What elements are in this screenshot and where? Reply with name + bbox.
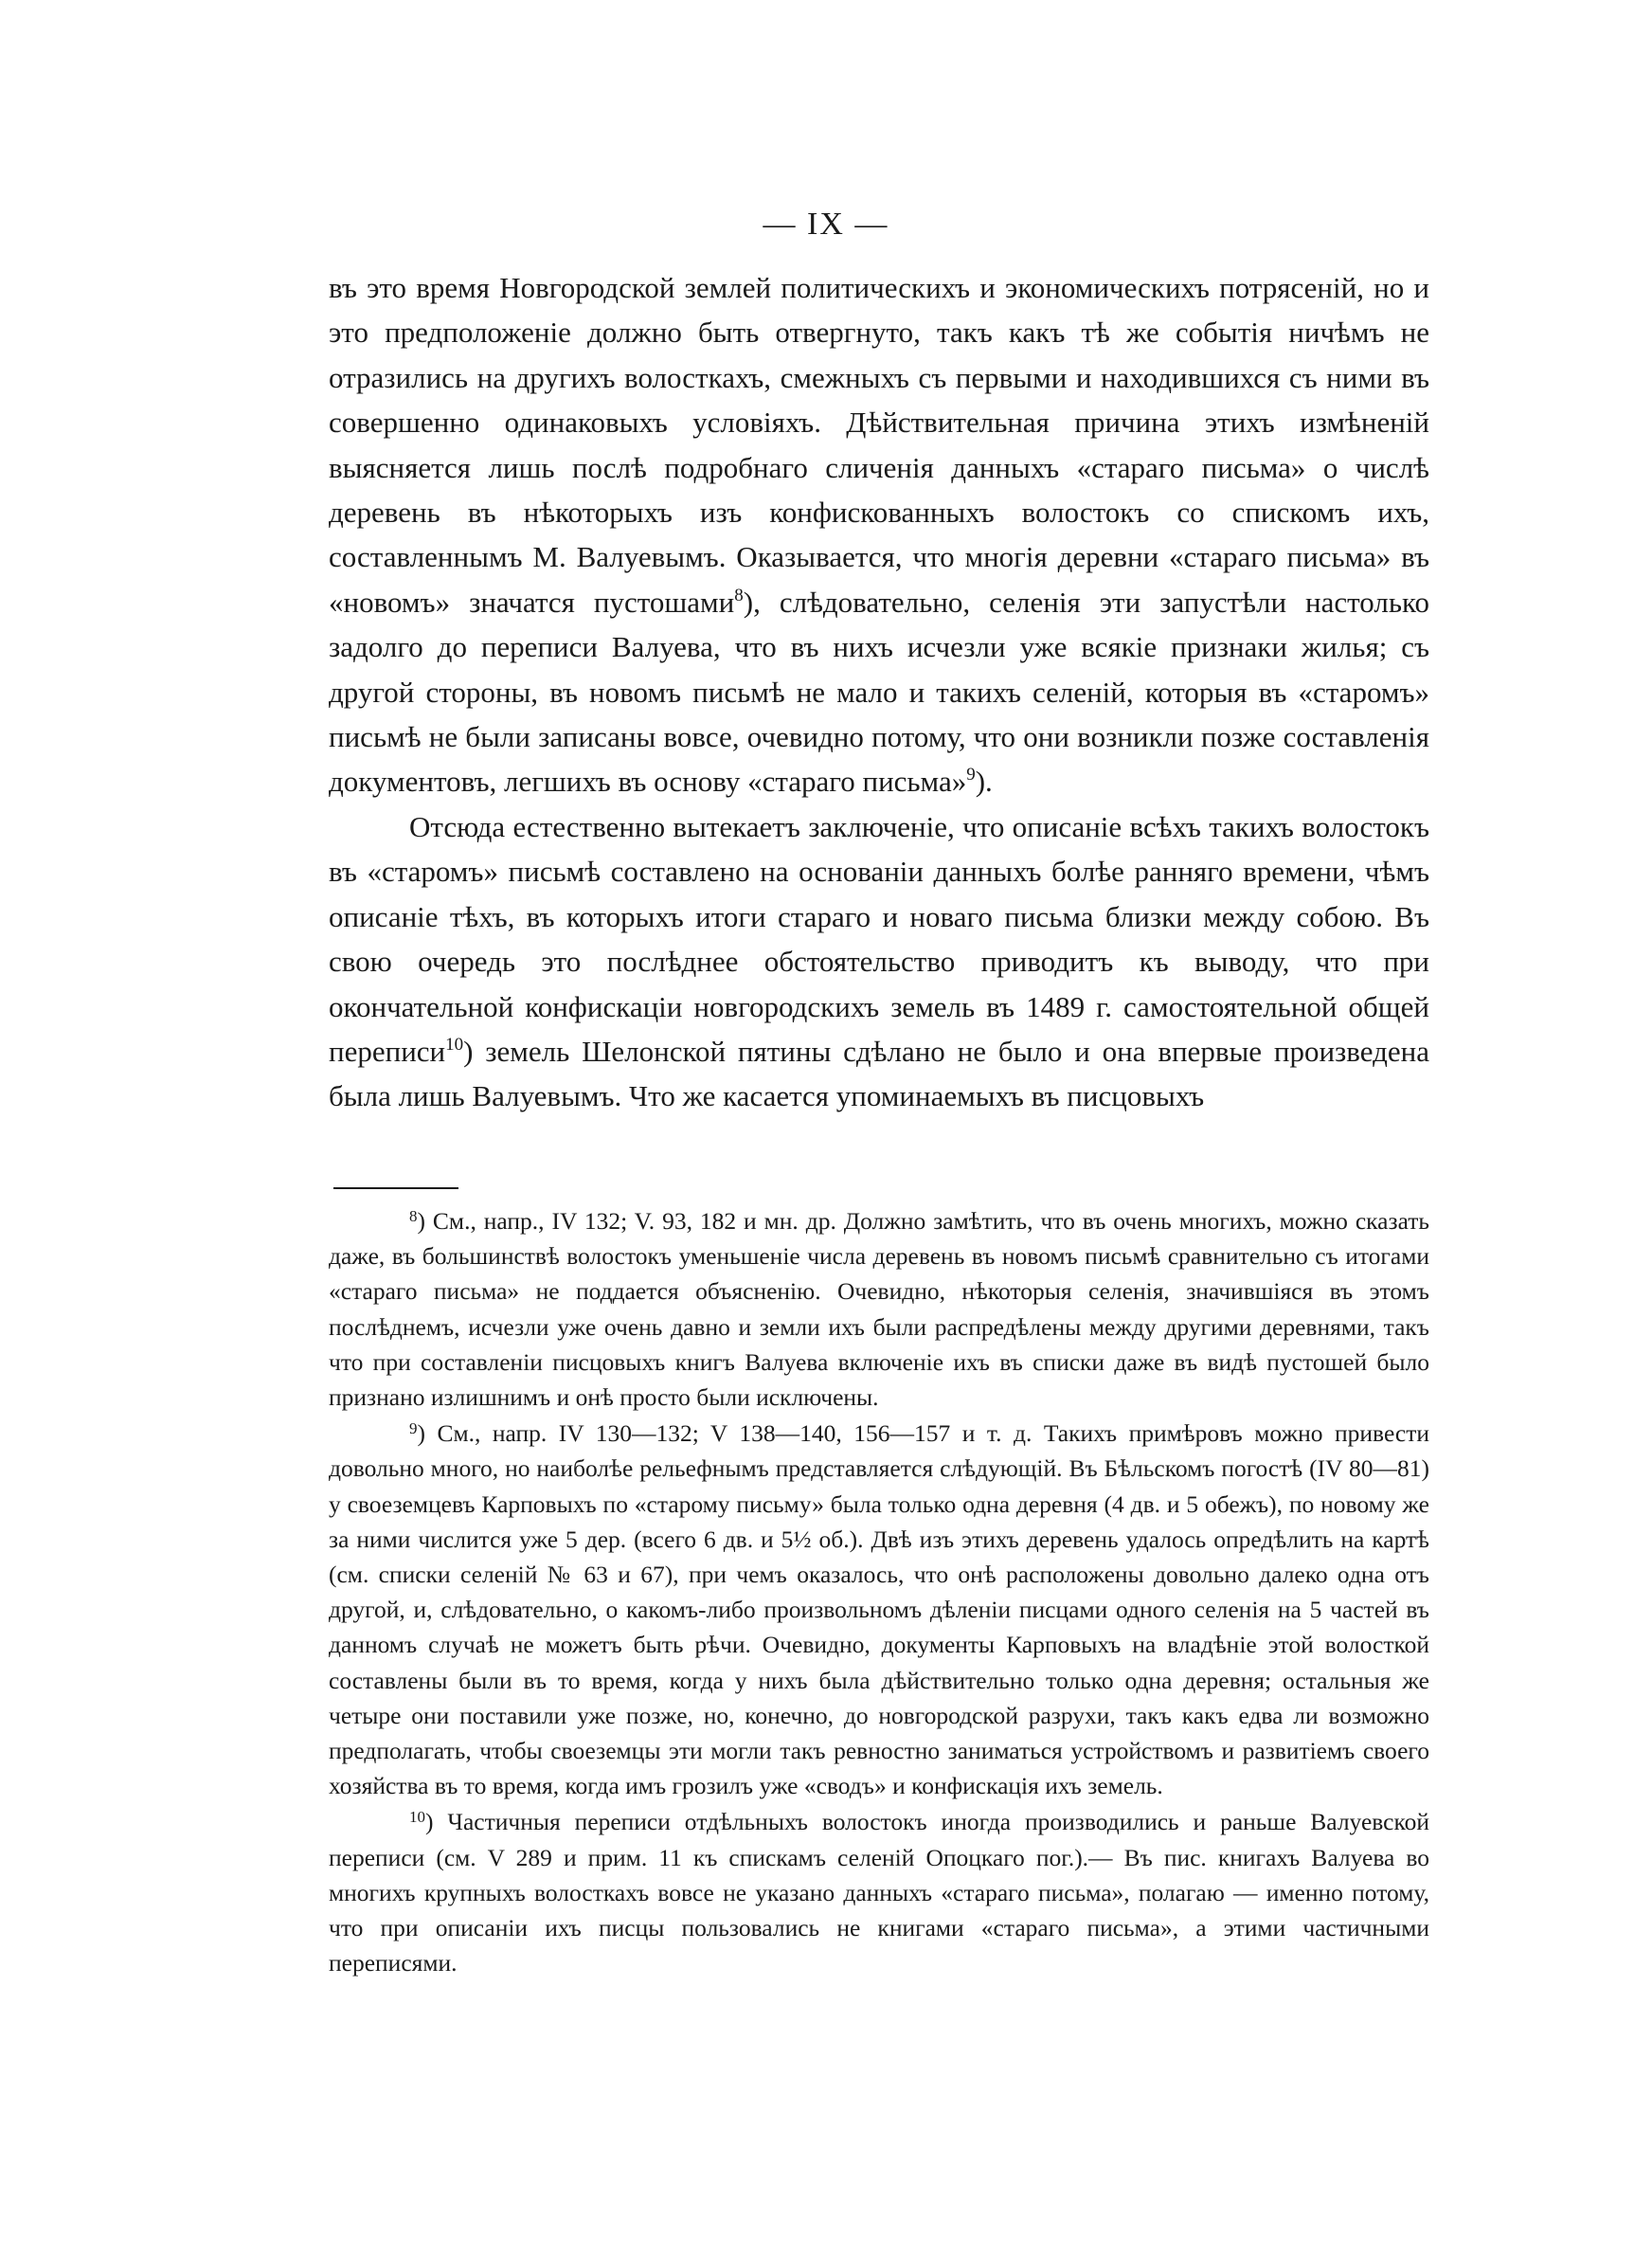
footnote-8: [329, 1203, 1429, 1415]
footnote-text: ) Частичныя переписи отдѣльныхъ волостокъ иногда производились и раньше Валуевской переписи (см. V 289 и прим. 11 къ спискамъ селеній Опоцкаго пог.).— Въ пис. книгахъ Валуева во многихъ крупныхъ волосткахъ вовсе не указано данныхъ «стараго письма», полагаю — именно потому, что при описаніи ихъ писцы пользовались не книгами «стараго письма», а этими частичными переписями.: [329, 1808, 1429, 1977]
footnote-marker: 9: [409, 1419, 418, 1438]
paragraph-2: [329, 804, 1429, 1119]
main-text: [329, 265, 1429, 1119]
footnote-separator: [333, 1187, 458, 1189]
text-segment: Отсюда естественно вытекаетъ заключеніе, что описаніе всѣхъ такихъ волостокъ въ «старомъ» письмѣ составлено на основаніи данныхъ болѣе ранняго времени, чѣмъ описаніе тѣхъ, въ которыхъ итоги стараго и новаго письма близки между собою. Въ свою очередь это послѣднее обстоятельство приводитъ къ выводу, что при окончательной конфискаціи новгородскихъ земель въ 1489 г. самостоятельной общей переписи: [329, 809, 1429, 1068]
footnote-text: ) См., напр., IV 132; V. 93, 182 и мн. др. Должно замѣтить, что въ очень многихъ, можно сказать даже, въ большинствѣ волостокъ уменьшеніе числа деревень въ новомъ письмѣ сравнительно съ итогами «стараго письма» не поддается объясненію. Очевидно, нѣкоторыя селенія, значившіяся въ этомъ послѣднемъ, исчезли уже очень давно и земли ихъ были распредѣлены между другими деревнями, такъ что при составленіи писцовыхъ книгъ Валуева включеніе ихъ въ списки даже въ видѣ пустошей было признано излишнимъ и онѣ просто были исключены.: [329, 1207, 1429, 1412]
text-segment: ), слѣдовательно, селенія эти запустѣли настолько задолго до переписи Валуева, что въ нихъ исчезли уже всякіе признаки жилья; съ другой стороны, въ новомъ письмѣ не мало и такихъ селеній, которыя въ «старомъ» письмѣ не были записаны вовсе, очевидно потому, что они возникли позже составленія документовъ, легшихъ въ основу «стараго письма»: [329, 585, 1429, 799]
footnote-ref-10: 10: [445, 1034, 464, 1055]
text-segment: ) земель Шелонской пятины сдѣлано не было и она впервые произведена была лишь Валуевымъ. Что же касается упоминаемыхъ въ писцовыхъ: [329, 1034, 1429, 1113]
text-segment: въ это время Новгородской землей политическихъ и экономическихъ потрясеній, но и это предположеніе должно быть отвергнуто, такъ какъ тѣ же событія ничѣмъ не отразились на другихъ волосткахъ, смежныхъ съ первыми и находившихся съ ними въ совершенно одинаковыхъ условіяхъ. Дѣйствительная причина этихъ измѣненій выясняется лишь послѣ подробнаго сличенія данныхъ «стараго письма» о числѣ деревень въ нѣкоторыхъ изъ конфискованныхъ волостокъ со спискомъ ихъ, составленнымъ М. Валуевымъ. Оказывается, что многія деревни «стараго письма» въ «новомъ» значатся пустошами: [329, 271, 1429, 619]
footnote-text: ) См., напр. IV 130—132; V 138—140, 156—157 и т. д. Такихъ примѣровъ можно привести довольно много, но наиболѣе рельефнымъ представляется слѣдующій. Въ Бѣльскомъ погостѣ (IV 80—81) у своеземцевъ Карповыхъ по «старому письму» была только одна деревня (4 дв. и 5 обежъ), по новому же за ними числится уже 5 дер. (всего 6 дв. и 5½ об.). Двѣ изъ этихъ деревень удалось опредѣлить на картѣ (см. списки селеній № 63 и 67), при чемъ оказалось, что онѣ расположены довольно далеко одна отъ другой, и, слѣдовательно, о какомъ-либо произвольномъ дѣленіи писцами одного селенія на 5 частей въ данномъ случаѣ не можетъ быть рѣчи. Очевидно, документы Карповыхъ на владѣніе этой волосткой составлены были въ то время, когда у нихъ была дѣйствительно только одна деревня; остальныя же четыре они поставили уже позже, но, конечно, до новгородской разрухи, такъ какъ едва ли возможно предполагать, чтобы своеземцы эти могли такъ ревностно заниматься устройствомъ и развитіемъ своего хозяйства въ то время, когда имъ грозилъ уже «сводъ» и конфискація ихъ земель.: [329, 1419, 1429, 1800]
footnote-marker: 8: [409, 1207, 418, 1225]
footnote-9: [329, 1416, 1429, 1803]
footnote-ref-9: 9: [966, 765, 976, 785]
footnote-10: [329, 1804, 1429, 1980]
footnotes: [329, 1203, 1429, 1981]
paragraph-1: [329, 265, 1429, 804]
footnote-marker: 10: [409, 1808, 425, 1827]
footnote-ref-8: 8: [734, 585, 744, 605]
page-number: — IX —: [763, 207, 889, 242]
text-segment: ).: [975, 765, 993, 799]
